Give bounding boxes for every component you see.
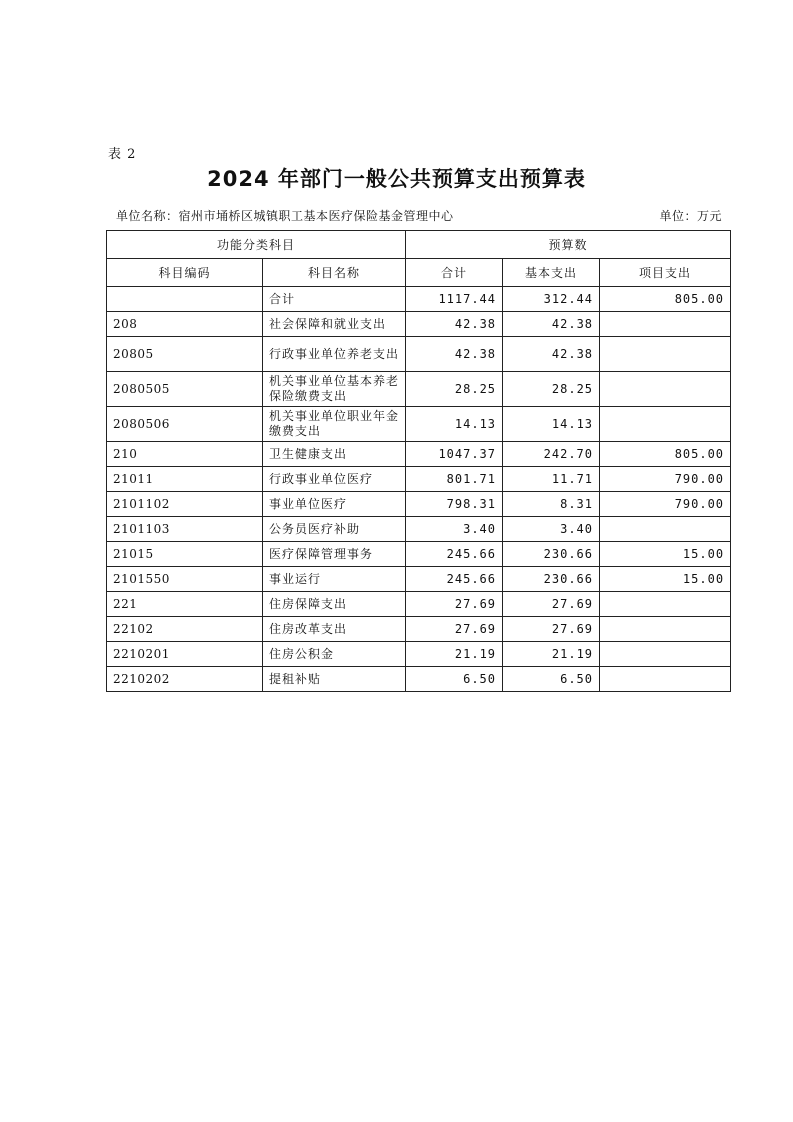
- cell-name: 事业运行: [263, 567, 406, 592]
- cell-project: [600, 592, 731, 617]
- cell-total: 42.38: [406, 337, 503, 372]
- cell-code: 20805: [107, 337, 263, 372]
- cell-total: 798.31: [406, 492, 503, 517]
- cell-project: [600, 337, 731, 372]
- cell-total: 801.71: [406, 467, 503, 492]
- cell-name: 公务员医疗补助: [263, 517, 406, 542]
- cell-name: 住房改革支出: [263, 617, 406, 642]
- table-row: [107, 667, 731, 692]
- cell-project: [600, 312, 731, 337]
- cell-code: 21015: [107, 542, 263, 567]
- cell-basic: 14.13: [503, 407, 600, 442]
- table-row: [107, 492, 731, 517]
- cell-code: 2080506: [107, 407, 263, 442]
- table-label: 表 2: [108, 147, 137, 162]
- header-code: 科目编码: [107, 259, 263, 287]
- header-budget-group: 预算数: [406, 231, 731, 259]
- cell-total: 14.13: [406, 407, 503, 442]
- cell-total: 1047.37: [406, 442, 503, 467]
- cell-project: 790.00: [600, 467, 731, 492]
- cell-project: [600, 517, 731, 542]
- cell-code: 221: [107, 592, 263, 617]
- cell-project: 790.00: [600, 492, 731, 517]
- cell-name: 医疗保障管理事务: [263, 542, 406, 567]
- table-row: [107, 467, 731, 492]
- page-title: 2024 年部门一般公共预算支出预算表: [207, 167, 586, 191]
- cell-name: 卫生健康支出: [263, 442, 406, 467]
- cell-project: 15.00: [600, 567, 731, 592]
- cell-total: 42.38: [406, 312, 503, 337]
- cell-code: 22102: [107, 617, 263, 642]
- header-function-group: 功能分类科目: [107, 231, 406, 259]
- table-row: [107, 567, 731, 592]
- cell-basic: 312.44: [503, 287, 600, 312]
- cell-total: 21.19: [406, 642, 503, 667]
- table-row: [107, 542, 731, 567]
- cell-code: 21011: [107, 467, 263, 492]
- cell-basic: 242.70: [503, 442, 600, 467]
- cell-code: 208: [107, 312, 263, 337]
- header-name: 科目名称: [263, 259, 406, 287]
- cell-code: [107, 287, 263, 312]
- header-project: 项目支出: [600, 259, 731, 287]
- header-total: 合计: [406, 259, 503, 287]
- cell-basic: 6.50: [503, 667, 600, 692]
- table-row: [107, 592, 731, 617]
- cell-project: 15.00: [600, 542, 731, 567]
- cell-name: 合计: [263, 287, 406, 312]
- cell-basic: 230.66: [503, 567, 600, 592]
- cell-code: 2210202: [107, 667, 263, 692]
- cell-project: 805.00: [600, 287, 731, 312]
- unit-name: 单位名称：宿州市埇桥区城镇职工基本医疗保险基金管理中心: [116, 209, 454, 223]
- cell-project: [600, 372, 731, 407]
- cell-project: [600, 617, 731, 642]
- cell-total: 245.66: [406, 542, 503, 567]
- cell-basic: 27.69: [503, 592, 600, 617]
- table-row: [107, 372, 731, 407]
- unit-label: 单位：万元: [659, 209, 722, 223]
- header-basic: 基本支出: [503, 259, 600, 287]
- cell-project: [600, 667, 731, 692]
- cell-total: 6.50: [406, 667, 503, 692]
- cell-code: 2101102: [107, 492, 263, 517]
- cell-code: 2080505: [107, 372, 263, 407]
- cell-project: [600, 407, 731, 442]
- cell-basic: 21.19: [503, 642, 600, 667]
- cell-code: 2210201: [107, 642, 263, 667]
- cell-project: [600, 642, 731, 667]
- cell-code: 2101550: [107, 567, 263, 592]
- table-row: [107, 287, 731, 312]
- cell-basic: 11.71: [503, 467, 600, 492]
- cell-basic: 230.66: [503, 542, 600, 567]
- cell-total: 1117.44: [406, 287, 503, 312]
- cell-basic: 42.38: [503, 312, 600, 337]
- cell-code: 210: [107, 442, 263, 467]
- table-row: [107, 407, 731, 442]
- cell-total: 28.25: [406, 372, 503, 407]
- cell-basic: 28.25: [503, 372, 600, 407]
- table-row: [107, 617, 731, 642]
- table-row: [107, 442, 731, 467]
- cell-basic: 27.69: [503, 617, 600, 642]
- cell-project: 805.00: [600, 442, 731, 467]
- table-row: [107, 517, 731, 542]
- cell-total: 27.69: [406, 592, 503, 617]
- cell-name: 社会保障和就业支出: [263, 312, 406, 337]
- cell-name: 住房保障支出: [263, 592, 406, 617]
- cell-name: 提租补贴: [263, 667, 406, 692]
- table-row: [107, 312, 731, 337]
- cell-name: 行政事业单位医疗: [263, 467, 406, 492]
- cell-basic: 8.31: [503, 492, 600, 517]
- cell-code: 2101103: [107, 517, 263, 542]
- table-row: [107, 642, 731, 667]
- cell-total: 3.40: [406, 517, 503, 542]
- table-row: [107, 337, 731, 372]
- cell-basic: 42.38: [503, 337, 600, 372]
- cell-name: 住房公积金: [263, 642, 406, 667]
- cell-basic: 3.40: [503, 517, 600, 542]
- cell-name: 行政事业单位养老支出: [263, 337, 406, 372]
- cell-total: 27.69: [406, 617, 503, 642]
- cell-name: 机关事业单位职业年金缴费支出: [263, 407, 406, 442]
- cell-total: 245.66: [406, 567, 503, 592]
- cell-name: 机关事业单位基本养老保险缴费支出: [263, 372, 406, 407]
- cell-name: 事业单位医疗: [263, 492, 406, 517]
- budget-table: [106, 230, 731, 692]
